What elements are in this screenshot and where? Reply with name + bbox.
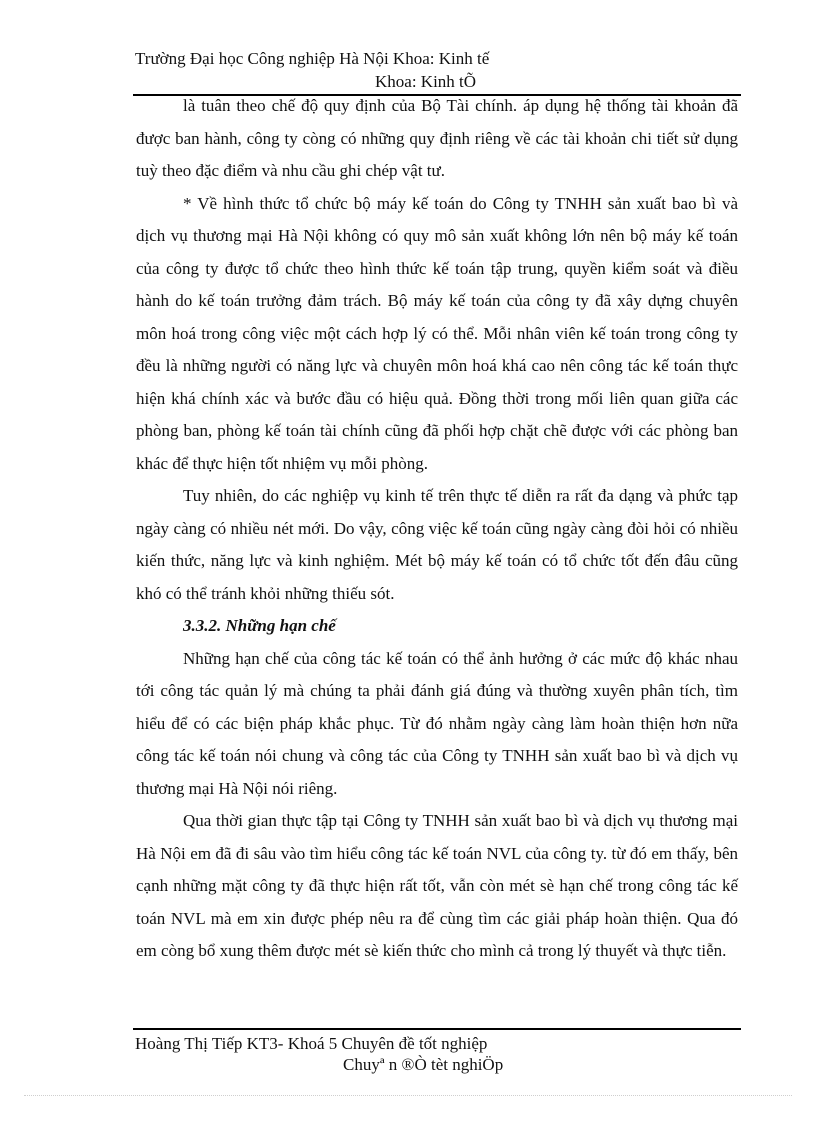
page-footer-title: Chuyª n ®Ò tèt nghiÖp [343, 1055, 504, 1074]
section-heading: 3.3.2. Những hạn chế [183, 616, 336, 635]
page-bottom-divider [24, 1095, 792, 1096]
paragraph-accounting-organization: * Về hình thức tổ chức bộ máy kế toán do Công ty TNHH sản xuất bao bì và dịch vụ thương mại Hà Nội không có quy mô sản xuất không lớn nên bộ máy kế toán của công ty được tổ chức theo hình thức kế toán tập trung, quyền kiểm soát và điều hành do kế toán trưởng đảm trách. Bộ máy kế toán của công ty đã xây dựng chuyên môn hoá trong công việc một cách hợp lý có thể. Mỗi nhân viên kế toán trong công ty đều là những người có năng lực và chuyên môn hoá khá cao nên công tác kế toán thực hiện khá chính xác và bước đầu có hiệu quả. Đồng thời trong mối liên quan giữa các phòng ban, phòng kế toán tài chính cũng đã phối hợp chặt chẽ được với các phòng ban khác để thực hiện tốt nhiệm vụ mỗi phòng. [136, 193, 738, 473]
footer-rule [133, 1028, 741, 1030]
paragraph-accounting-regime: là tuân theo chế độ quy định của Bộ Tài chính. áp dụng hệ thống tài khoản đã được ban hành, công ty còng có những quy định riêng về các tài khoản chi tiết sử dụng tuỳ theo đặc điểm và nhu cầu ghi chép vật tư. [136, 96, 738, 180]
paragraph-however: Tuy nhiên, do các nghiệp vụ kinh tế trên thực tế diễn ra rất đa dạng và phức tạp ngày càng có nhiều nét mới. Do vậy, công việc kế toán cũng ngày càng đòi hỏi có nhiều kiến thức, năng lực và kinh nghiệm. Mét bộ máy kế toán có tổ chức tốt đến đâu cũng khó có thể tránh khỏi những thiếu sót. [136, 486, 738, 603]
page-header-faculty: Khoa: Kinh tÕ [375, 72, 477, 91]
page-footer-author: Hoàng Thị Tiếp KT3- Khoá 5 Chuyên đề tốt nghiệp [135, 1034, 488, 1053]
paragraph-internship: Qua thời gian thực tập tại Công ty TNHH sản xuất bao bì và dịch vụ thương mại Hà Nội em đã đi sâu vào tìm hiểu công tác kế toán NVL của công ty. từ đó em thấy, bên cạnh những mặt công ty đã thực hiện rất tốt, vẫn còn mét sè hạn chế trong công tác kế toán NVL mà em xin được phép nêu ra để cùng tìm các giải pháp hoàn thiện. Qua đó em còng bổ xung thêm được mét sè kiến thức cho mình cả trong lý thuyết và thực tiễn. [136, 811, 738, 960]
page-header-school: Trường Đại học Công nghiệp Hà Nội Khoa: Kinh tế [135, 49, 490, 68]
paragraph-limitations: Những hạn chế của công tác kế toán có thể ảnh hưởng ở các mức độ khác nhau tới công tác quản lý mà chúng ta phải đánh giá đúng và thường xuyên phân tích, tìm hiểu để có các biện pháp khắc phục. Từ đó nhằm ngày càng làm hoàn thiện hơn nữa công tác kế toán nói chung và công tác của Công ty TNHH sản xuất bao bì và dịch vụ thương mại Hà Nội nói riêng. [136, 648, 738, 798]
document-body [136, 90, 738, 968]
